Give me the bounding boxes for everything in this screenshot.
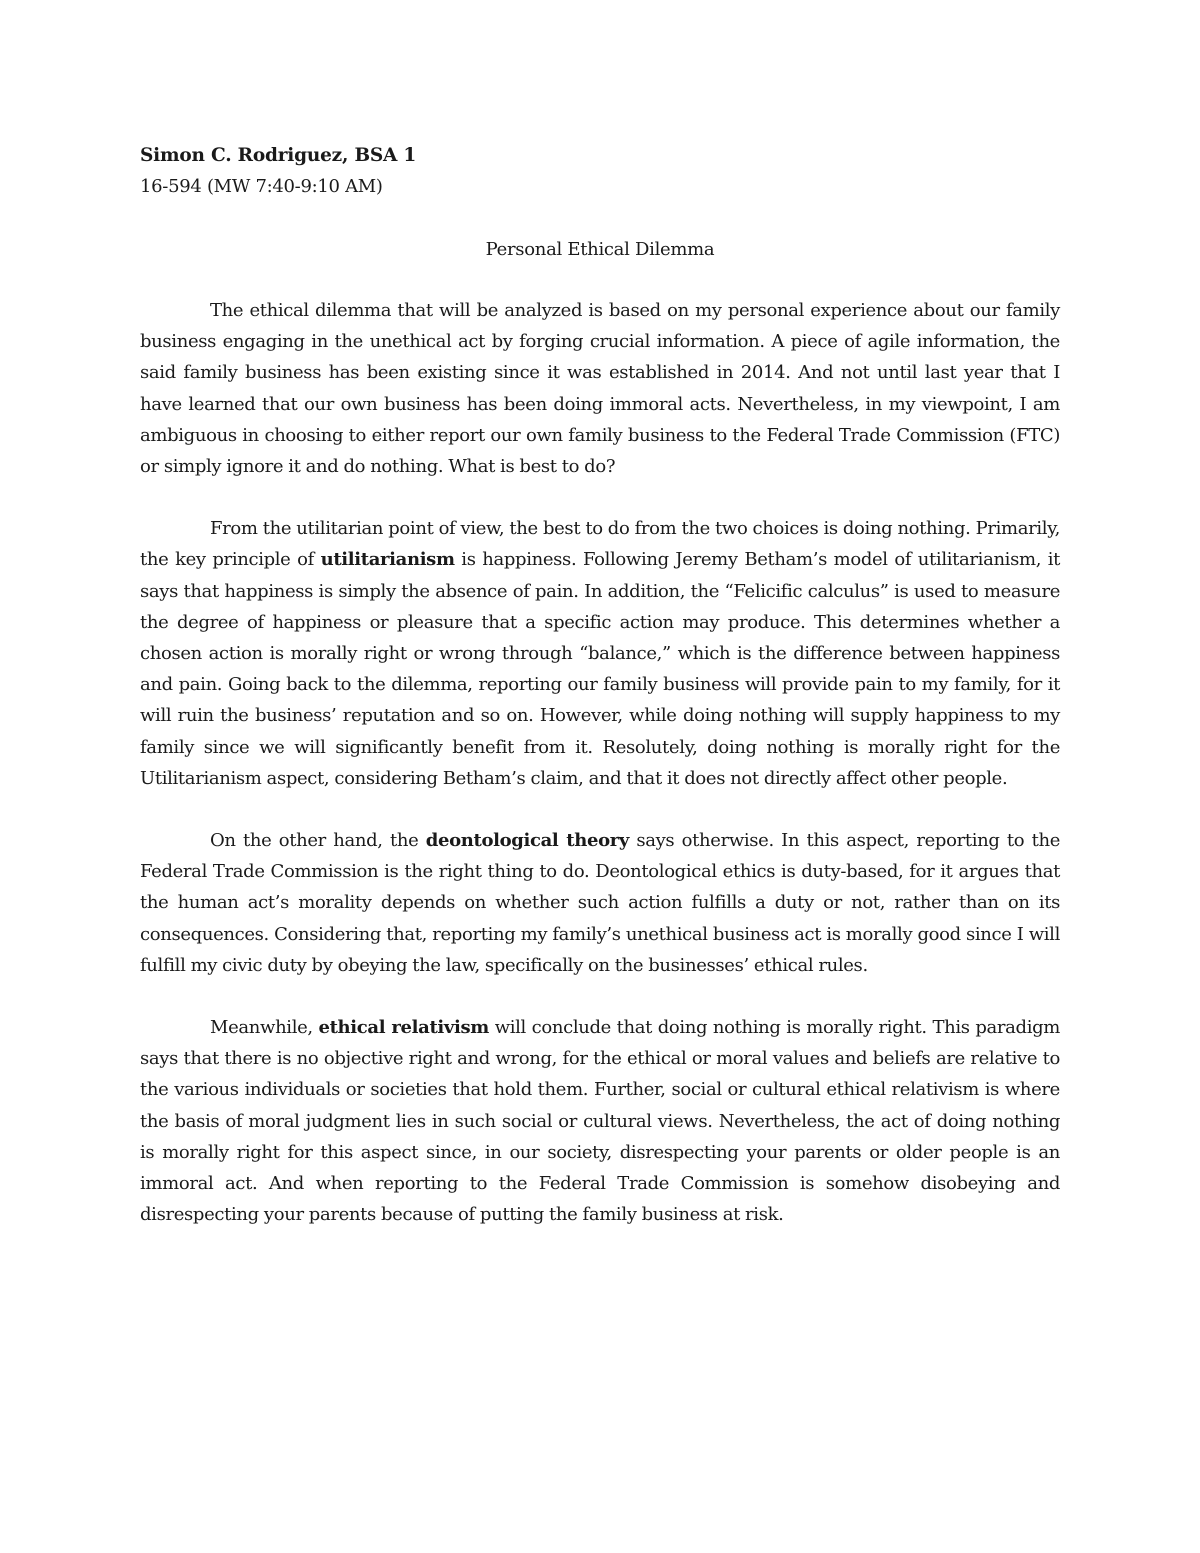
document-title: Personal Ethical Dilemma xyxy=(485,239,715,260)
paragraph-relativism xyxy=(140,1012,1060,1230)
paragraph-text: On the other hand, the xyxy=(210,830,426,852)
paragraph-text: Meanwhile, xyxy=(210,1017,319,1039)
document-page xyxy=(140,140,1060,1261)
key-term-ethical-relativism: ethical relativism xyxy=(318,1017,489,1039)
paragraph-text: is happiness. Following Jeremy Betham’s model of utilitarianism, it says that happiness is simply the absence of pain. In addition, the “Felicific calculus” is used to measure the degree of happiness or pleasure that a specific action may produce. This determines whether a chosen action is morally right or wrong through “balance,” which is the difference between happiness and pain. Going back to the dilemma, reporting our family business will provide pain to my family, for it will ruin the business’ reputation and so on. However, while doing nothing will supply happiness to my family since we will significantly benefit from it. Resolutely, doing nothing is morally right for the Utilitarianism aspect, considering Betham’s claim, and that it does not directly affect other people. xyxy=(140,549,1061,789)
class-schedule: 16-594 (MW 7:40-9:10 AM) xyxy=(140,176,383,197)
paragraph-utilitarianism xyxy=(140,513,1060,794)
key-term-utilitarianism: utilitarianism xyxy=(320,549,455,571)
paragraph-deontology xyxy=(140,825,1060,981)
paragraph-text: From the utilitarian point of view, the best to do from the two choices is doing nothing. Primarily, the key principle of xyxy=(140,518,1060,571)
paragraph-text: will conclude that doing nothing is morally right. This paradigm says that there is no objective right and wrong, for the ethical or moral values and beliefs are relative to the various individuals or societies that hold them. Further, social or cultural ethical relativism is where the basis of moral judgment lies in such social or cultural views. Nevertheless, the act of doing nothing is morally right for this aspect since, in our society, disrespecting your parents or older people is an immoral act. And when reporting to the Federal Trade Commission is somehow disobeying and disrespecting your parents because of putting the family business at risk. xyxy=(140,1017,1060,1226)
paragraph-text: says otherwise. In this aspect, reporting to the Federal Trade Commission is the right thing to do. Deontological ethics is duty-based, for it argues that the human act’s morality depends on whether such action fulfills a duty or not, rather than on its consequences. Considering that, reporting my family’s unethical business act is morally good since I will fulfill my civic duty by obeying the law, specifically on the businesses’ ethical rules. xyxy=(140,830,1060,976)
author-name: Simon C. Rodriguez, BSA 1 xyxy=(140,145,417,166)
paragraph-text: The ethical dilemma that will be analyzed is based on my personal experience about our family business engaging in the unethical act by forging crucial information. A piece of agile information, the said family business has been existing since it was established in 2014. And not until last year that I have learned that our own business has been doing immoral acts. Nevertheless, in my viewpoint, I am ambiguous in choosing to either report our own family business to the Federal Trade Commission (FTC) or simply ignore it and do nothing. What is best to do? xyxy=(140,300,1060,478)
paragraph-intro xyxy=(140,295,1060,482)
key-term-deontological-theory: deontological theory xyxy=(425,830,629,852)
